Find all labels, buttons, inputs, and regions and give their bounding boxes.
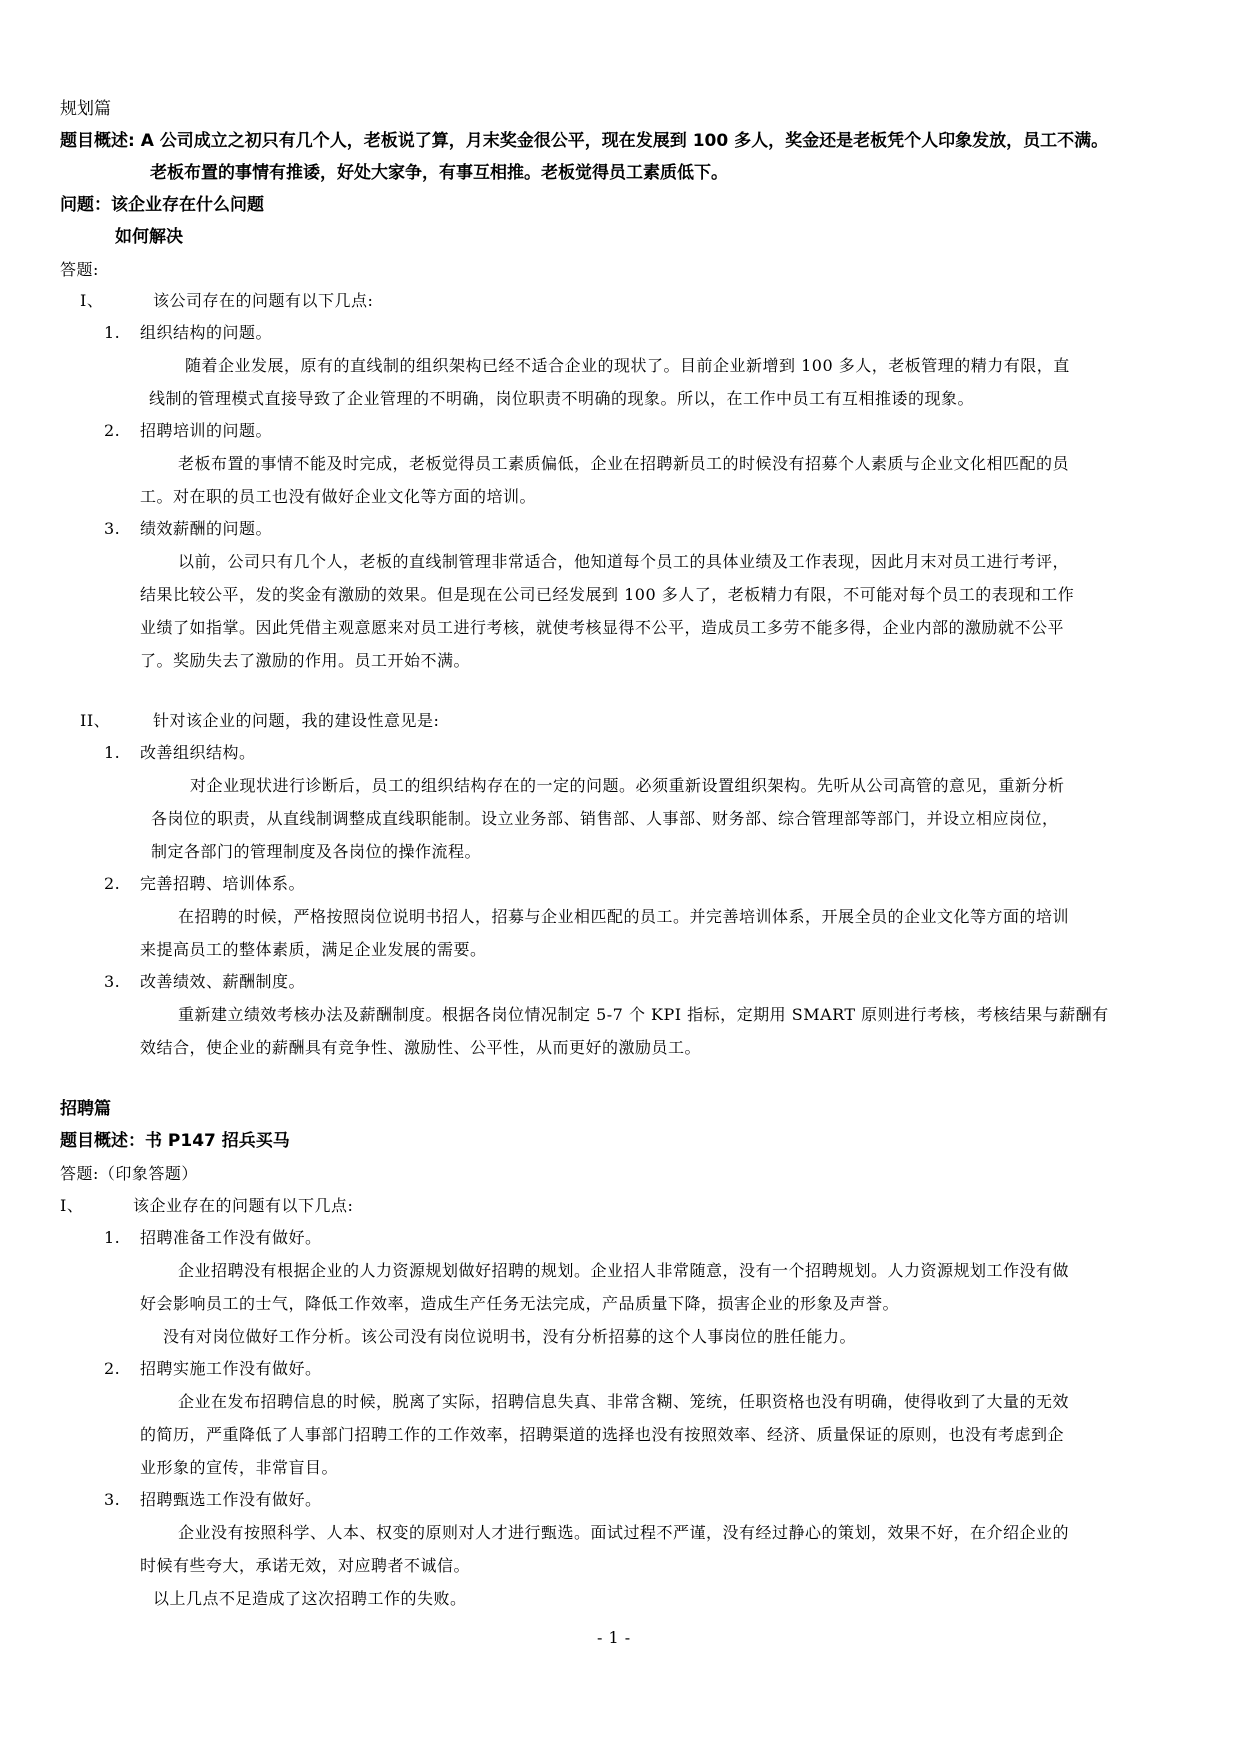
- paragraph-line: 以前，公司只有几个人，老板的直线制管理非常适合，他知道每个员工的具体业绩及工作表现，因此月末对员工进行考评，: [178, 552, 1070, 571]
- list-number: 2.: [104, 874, 121, 893]
- section-title: 规划篇: [60, 99, 111, 119]
- paragraph-line: 制定各部门的管理制度及各岗位的操作流程。: [151, 842, 482, 861]
- part-heading: 该企业存在的问题有以下几点:: [133, 1196, 354, 1215]
- paragraph-line: 结果比较公平，发的奖金有激励的效果。但是现在公司已经发展到 100 多人了，老板精力有限，不可能对每个员工的表现和工作: [140, 585, 1075, 604]
- list-number: 1.: [104, 323, 121, 342]
- paragraph-line: 企业在发布招聘信息的时候，脱离了实际，招聘信息失真、非常含糊、笼统，任职资格也没有明确，使得收到了大量的无效: [178, 1392, 1070, 1411]
- list-number: 2.: [104, 421, 121, 440]
- paragraph-line: 来提高员工的整体素质，满足企业发展的需要。: [140, 940, 487, 959]
- paragraph-line: 各岗位的职责，从直线制调整成直线职能制。设立业务部、销售部、人事部、财务部、综合管理部等部门，并设立相应岗位，: [151, 809, 1059, 828]
- paragraph-line: 重新建立绩效考核办法及薪酬制度。根据各岗位情况制定 5-7 个 KPI 指标，定期用 SMART 原则进行考核，考核结果与薪酬有: [178, 1005, 1109, 1024]
- part-heading: 该公司存在的问题有以下几点:: [153, 291, 374, 310]
- list-number: 3.: [104, 972, 121, 991]
- paragraph-line: 线制的管理模式直接导致了企业管理的不明确，岗位职责不明确的现象。所以，在工作中员工有互相推诿的现象。: [149, 389, 975, 408]
- paragraph-line: 随着企业发展，原有的直线制的组织架构已经不适合企业的现状了。目前企业新增到 100 多人，老板管理的精力有限，直: [185, 356, 1070, 375]
- overview-line: 老板布置的事情有推诿，好处大家争，有事互相推。老板觉得员工素质低下。: [150, 163, 728, 183]
- section-title: 招聘篇: [60, 1099, 111, 1119]
- paragraph-line: 业绩了如指掌。因此凭借主观意愿来对员工进行考核，就使考核显得不公平，造成员工多劳不能多得，企业内部的激励就不公平: [140, 618, 1065, 637]
- question-line: 如何解决: [115, 227, 183, 247]
- paragraph-line: 效结合，使企业的薪酬具有竞争性、激励性、公平性，从而更好的激励员工。: [140, 1038, 702, 1057]
- paragraph-line: 的简历，严重降低了人事部门招聘工作的工作效率，招聘渠道的选择也没有按照效率、经济、质量保证的原则，也没有考虑到企: [140, 1425, 1065, 1444]
- paragraph-line: 企业没有按照科学、人本、权变的原则对人才进行甄选。面试过程不严谨，没有经过静心的策划，效果不好，在介绍企业的: [178, 1523, 1070, 1542]
- list-item-title: 组织结构的问题。: [140, 323, 273, 342]
- overview-line: 题目概述: A 公司成立之初只有几个人，老板说了算，月末奖金很公平，现在发展到 100 多人，奖金还是老板凭个人印象发放，员工不满。: [60, 131, 1109, 151]
- question-line: 问题：该企业存在什么问题: [60, 195, 264, 215]
- paragraph-line: 没有对岗位做好工作分析。该公司没有岗位说明书，没有分析招募的这个人事岗位的胜任能力。: [163, 1327, 857, 1346]
- conclusion-line: 以上几点不足造成了这次招聘工作的失败。: [153, 1589, 467, 1608]
- part-numeral: I、: [60, 1196, 84, 1215]
- paragraph-line: 好会影响员工的士气，降低工作效率，造成生产任务无法完成，产品质量下降，损害企业的形象及声誉。: [140, 1294, 900, 1313]
- part-numeral: II、: [80, 711, 111, 730]
- overview-line: 题目概述：书 P147 招兵买马: [60, 1131, 290, 1151]
- list-number: 3.: [104, 1490, 121, 1509]
- page-number: - 1 -: [597, 1628, 631, 1647]
- paragraph-line: 业形象的宣传，非常盲目。: [140, 1458, 339, 1477]
- list-number: 1.: [104, 1228, 121, 1247]
- paragraph-line: 对企业现状进行诊断后，员工的组织结构存在的一定的问题。必须重新设置组织架构。先听从公司高管的意见，重新分析: [190, 776, 1065, 795]
- answer-label: 答题:: [60, 260, 99, 279]
- part-heading: 针对该企业的问题，我的建设性意见是:: [153, 711, 440, 730]
- list-number: 1.: [104, 743, 121, 762]
- list-item-title: 招聘准备工作没有做好。: [140, 1228, 322, 1247]
- list-number: 3.: [104, 519, 121, 538]
- answer-label: 答题:（印象答题）: [60, 1164, 198, 1183]
- paragraph-line: 了。奖励失去了激励的作用。员工开始不满。: [140, 651, 471, 670]
- list-item-title: 招聘培训的问题。: [140, 421, 273, 440]
- list-number: 2.: [104, 1359, 121, 1378]
- paragraph-line: 在招聘的时候，严格按照岗位说明书招人，招募与企业相匹配的员工。并完善培训体系，开展全员的企业文化等方面的培训: [178, 907, 1070, 926]
- paragraph-line: 老板布置的事情不能及时完成，老板觉得员工素质偏低，企业在招聘新员工的时候没有招募个人素质与企业文化相匹配的员: [178, 454, 1070, 473]
- part-numeral: I、: [80, 291, 104, 310]
- list-item-title: 完善招聘、培训体系。: [140, 874, 306, 893]
- list-item-title: 改善组织结构。: [140, 743, 256, 762]
- list-item-title: 招聘甄选工作没有做好。: [140, 1490, 322, 1509]
- list-item-title: 绩效薪酬的问题。: [140, 519, 273, 538]
- list-item-title: 改善绩效、薪酬制度。: [140, 972, 306, 991]
- paragraph-line: 时候有些夸大，承诺无效，对应聘者不诚信。: [140, 1556, 471, 1575]
- paragraph-line: 工。对在职的员工也没有做好企业文化等方面的培训。: [140, 487, 537, 506]
- list-item-title: 招聘实施工作没有做好。: [140, 1359, 322, 1378]
- paragraph-line: 企业招聘没有根据企业的人力资源规划做好招聘的规划。企业招人非常随意，没有一个招聘规划。人力资源规划工作没有做: [178, 1261, 1070, 1280]
